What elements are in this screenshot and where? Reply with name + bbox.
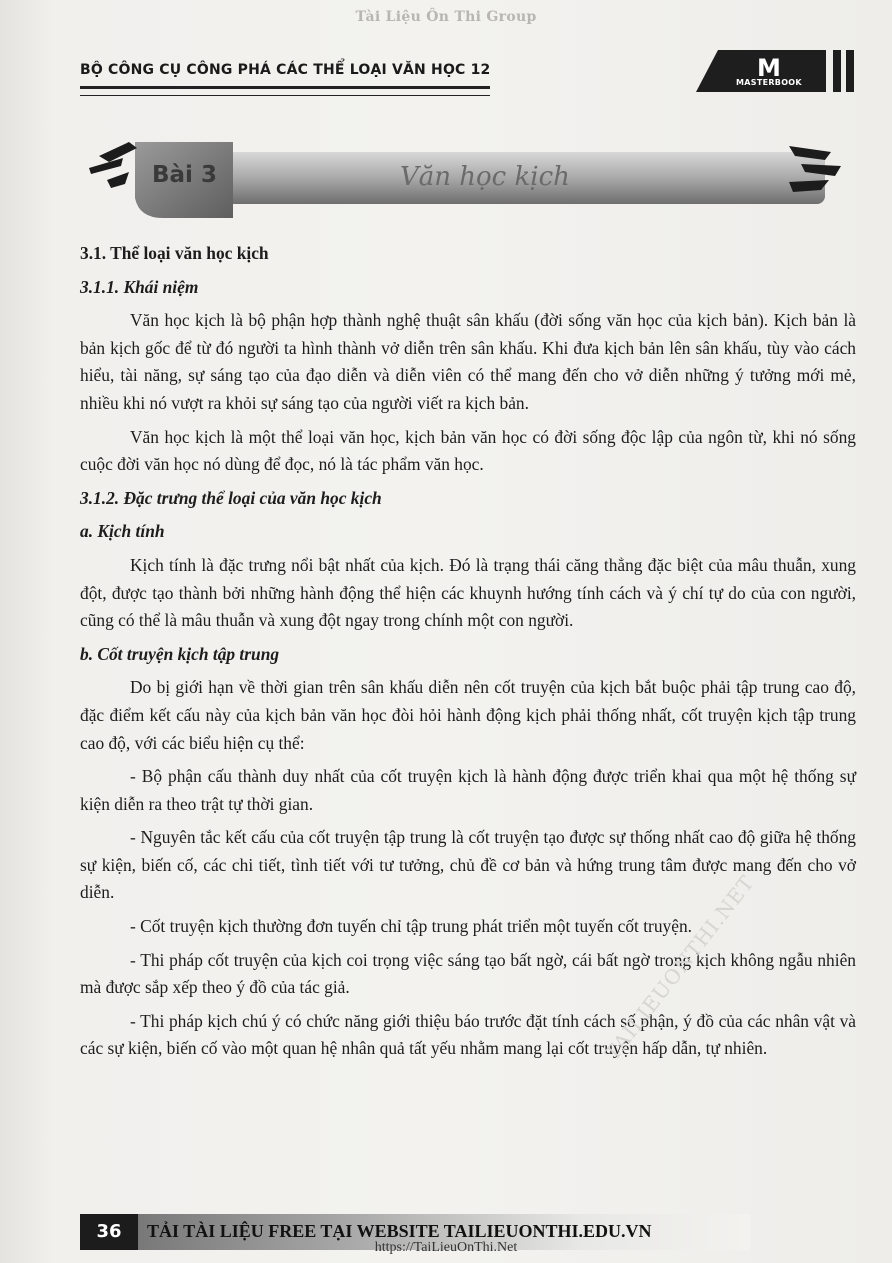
logo-letter: M xyxy=(757,54,781,82)
paragraph: Do bị giới hạn về thời gian trên sân khấu diễn nên cốt truyện của kịch bắt buộc phải tập trung cao độ, đặc điểm kết cấu này của kịch bản văn học đòi hỏi hành động kịch phải thống nhất, cốt truyện kịch tập trung cao độ, với các biểu hiện cụ thể: xyxy=(80,677,856,753)
header-rule xyxy=(80,86,490,96)
chapter-number: Bài 3 xyxy=(152,162,217,188)
book-series-title: BỘ CÔNG CỤ CÔNG PHÁ CÁC THỂ LOẠI VĂN HỌC 12 xyxy=(80,62,491,78)
subsection-heading-3-1-1: 3.1.1. Khái niệm xyxy=(80,276,199,297)
paragraph: Văn học kịch là bộ phận hợp thành nghệ thuật sân khấu (đời sống văn học của kịch bản). Kịch bản là bản kịch gốc để từ đó người ta hình thành vở diễn trên sân khấu. Khi đưa kịch bản lên sân khấu, tùy vào cách hiểu, tài năng, sự sáng tạo của đạo diễn và diễn viên có thể mang đến cho vở diễn những ý tưởng mới mẻ, nhiều khi nó vượt ra khỏi sự sáng tạo của người viết ra kịch bản. xyxy=(80,310,856,413)
bullet-item: - Cốt truyện kịch thường đơn tuyến chỉ tập trung phát triển một tuyến cốt truyện. xyxy=(130,916,692,937)
logo-label: MASTERBOOK xyxy=(736,78,802,87)
item-heading-a: a. Kịch tính xyxy=(80,521,165,542)
footer-url[interactable]: https://TaiLieuOnThi.Net xyxy=(374,1240,518,1255)
paragraph: Kịch tính là đặc trưng nổi bật nhất của kịch. Đó là trạng thái căng thẳng đặc biệt của mâu thuẫn, xung đột, được tạo thành bởi những hành động thể hiện các khuynh hướng tính cách và ý chí tự do của con người, cũng có thể là mâu thuẫn và xung đột ngay trong chính một con người. xyxy=(80,554,856,631)
item-heading-b: b. Cốt truyện kịch tập trung xyxy=(80,643,280,664)
bullet-item: - Nguyên tắc kết cấu của cốt truyện tập trung là cốt truyện tạo được sự thống nhất cao độ giữa hệ thống sự kiện, biến cố, các chi tiết, tình tiết với tư tưởng, chủ đề cơ bản và hứng trung tâm được mang đến cho vở diễn. xyxy=(80,827,856,903)
bullet-item: - Thi pháp cốt truyện của kịch coi trọng việc sáng tạo bất ngờ, cái bất ngờ trong kịch không ngẫu nhiên mà được sắp xếp theo ý đồ của tác giả. xyxy=(80,949,856,998)
main-content xyxy=(80,240,856,1069)
chapter-title: Văn học kịch xyxy=(400,162,570,192)
site-watermark: TAILIEUONTHI.NET xyxy=(600,870,760,1065)
top-watermark: Tài Liệu Ôn Thi Group xyxy=(355,9,537,25)
bullet-item: - Thi pháp kịch chú ý có chức năng giới thiệu báo trước đặt tính cách số phận, ý đồ của các nhân vật và các sự kiện, biến cố vào một quan hệ nhân quả tất yếu nhằm mang lại cốt truyện hấp dẫn, tự nhiên. xyxy=(80,1010,856,1059)
section-heading-3-1: 3.1. Thể loại văn học kịch xyxy=(80,243,269,263)
subsection-heading-3-1-2: 3.1.2. Đặc trưng thể loại của văn học kịch xyxy=(80,487,382,508)
page-number: 36 xyxy=(80,1214,138,1250)
paragraph: Văn học kịch là một thể loại văn học, kịch bản văn học có đời sống độc lập của ngôn từ, khi nó sống cuộc đời văn học nó dùng để đọc, nó là tác phẩm văn học. xyxy=(80,426,856,475)
bullet-item: - Bộ phận cấu thành duy nhất của cốt truyện kịch là hành động được triển khai qua một hệ thống sự kiện diễn ra theo trật tự thời gian. xyxy=(80,766,856,814)
footer-text: TẢI TÀI LIỆU FREE TẠI WEBSITE TAILIEUONTHI.EDU.VN xyxy=(147,1221,652,1241)
